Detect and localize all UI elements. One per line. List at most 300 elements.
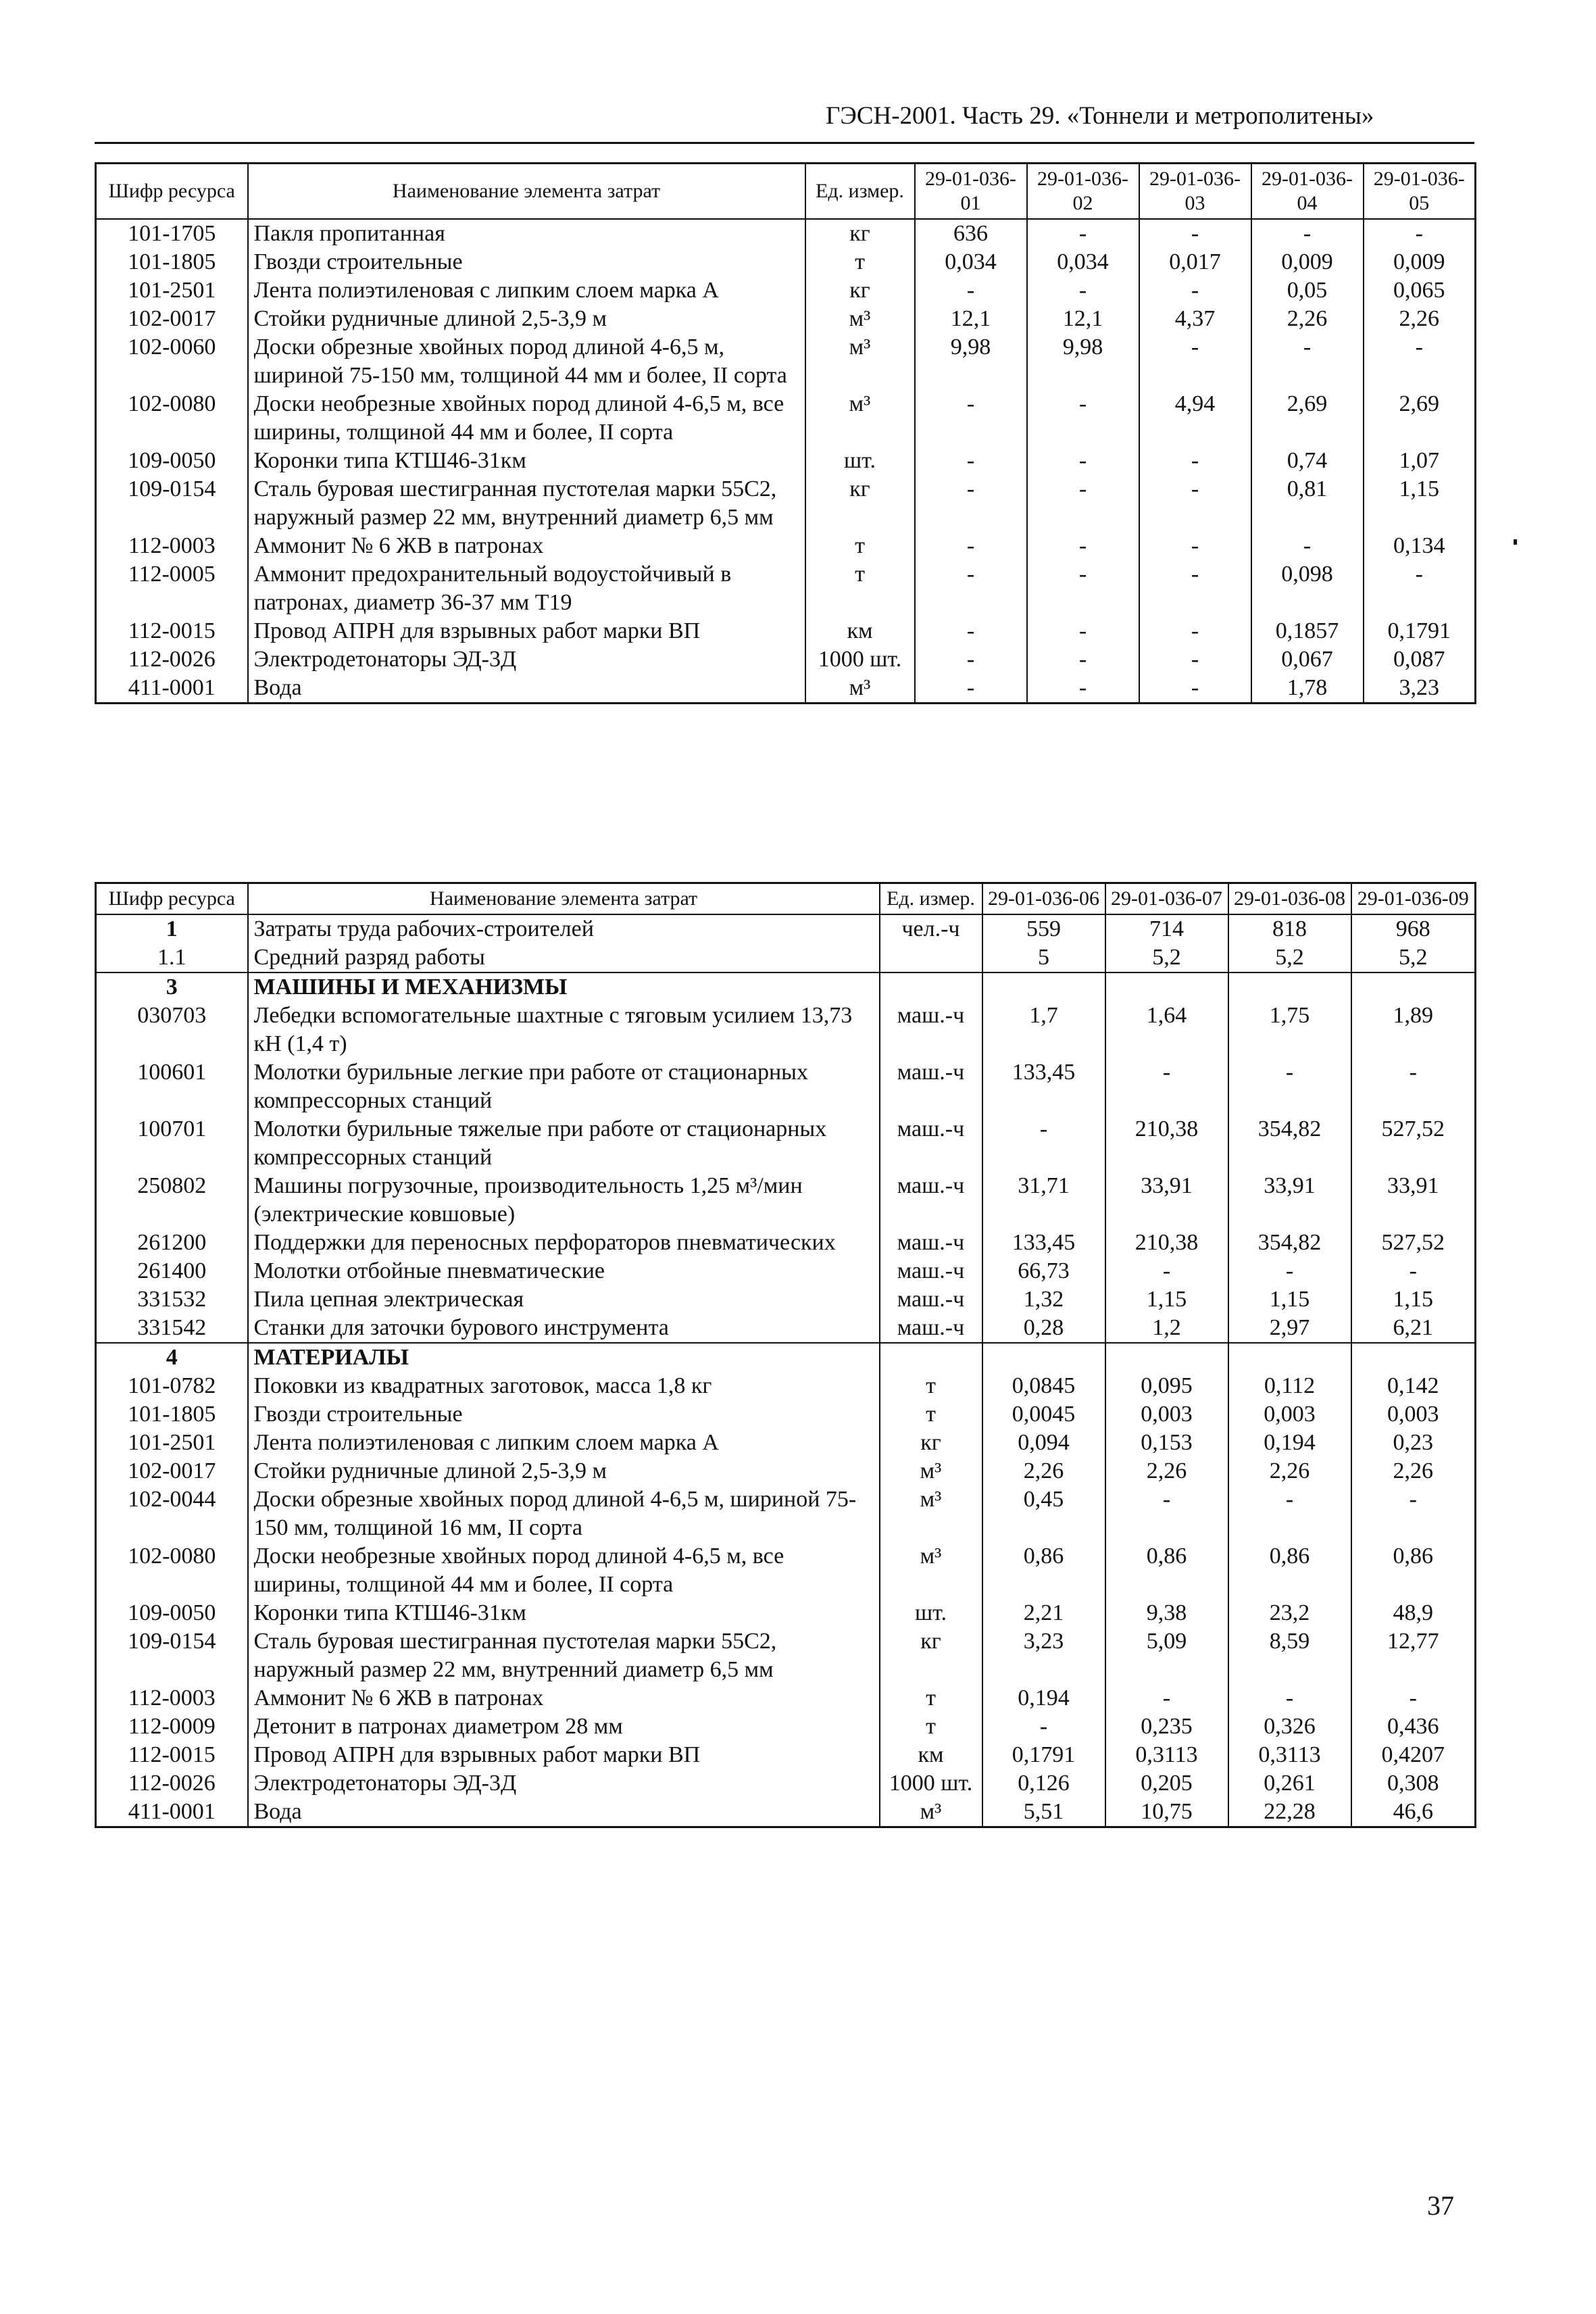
cost-element-name: Поддержки для переносных перфораторов пневматических [248, 1229, 880, 1257]
norm-value: - [1027, 532, 1139, 560]
cost-element-name: Затраты труда рабочих-строителей [248, 914, 880, 943]
resource-code: 102-0080 [96, 1542, 248, 1599]
norm-value: 9,38 [1105, 1599, 1228, 1627]
resource-code: 102-0017 [96, 305, 248, 333]
cost-element-name: Стойки рудничные длиной 2,5-3,9 м [248, 305, 805, 333]
resource-code: 112-0015 [96, 617, 248, 645]
cost-element-name: Провод АПРН для взрывных работ марки ВП [248, 1741, 880, 1769]
cost-element-name: Гвозди строительные [248, 248, 805, 276]
table-row [96, 1372, 1476, 1400]
header-name: Наименование элемента затрат [248, 883, 880, 915]
norm-value: - [915, 560, 1027, 617]
norm-value: 1,15 [1351, 1285, 1476, 1314]
norm-value: 0,009 [1251, 248, 1364, 276]
norm-value: 2,26 [982, 1457, 1105, 1485]
norm-value: - [915, 645, 1027, 674]
norm-value: 12,1 [1027, 305, 1139, 333]
norm-value: - [915, 475, 1027, 532]
resource-table-2 [95, 882, 1476, 1828]
table-row [96, 248, 1476, 276]
norm-value: 354,82 [1228, 1229, 1351, 1257]
unit-of-measure: м³ [880, 1485, 982, 1542]
unit-of-measure: маш.-ч [880, 1257, 982, 1285]
norm-value: 5,2 [1105, 943, 1228, 973]
norm-value [982, 973, 1105, 1002]
cost-element-name: Молотки бурильные тяжелые при работе от стационарных компрессорных станций [248, 1115, 880, 1172]
norm-value: 0,86 [1105, 1542, 1228, 1599]
norm-value: 0,326 [1228, 1713, 1351, 1741]
resource-code: 331542 [96, 1314, 248, 1343]
norm-value: - [915, 674, 1027, 704]
unit-of-measure: чел.-ч [880, 914, 982, 943]
norm-value: 0,003 [1351, 1400, 1476, 1429]
cost-element-name: Коронки типа КТШ46-31км [248, 447, 805, 475]
resource-code: 112-0005 [96, 560, 248, 617]
norm-value: 22,28 [1228, 1798, 1351, 1827]
unit-of-measure: кг [805, 219, 915, 248]
table-row [96, 617, 1476, 645]
norm-value [1228, 973, 1351, 1002]
unit-of-measure: т [880, 1372, 982, 1400]
norm-value: 2,69 [1364, 390, 1476, 447]
norm-value: - [1027, 475, 1139, 532]
norm-value: 9,98 [915, 333, 1027, 390]
unit-of-measure: м³ [805, 674, 915, 704]
resource-code: 101-2501 [96, 276, 248, 305]
cost-element-name: Детонит в патронах диаметром 28 мм [248, 1713, 880, 1741]
norm-value: - [1139, 219, 1251, 248]
unit-of-measure: кг [880, 1429, 982, 1457]
table-2-body [96, 914, 1476, 1827]
norm-value: 0,126 [982, 1769, 1105, 1798]
header-unit: Ед. измер. [880, 883, 982, 915]
cost-element-name: Аммонит № 6 ЖВ в патронах [248, 532, 805, 560]
norm-value: - [1364, 219, 1476, 248]
unit-of-measure: т [805, 248, 915, 276]
norm-value: 0,86 [1228, 1542, 1351, 1599]
norm-value: - [1139, 447, 1251, 475]
unit-of-measure: т [805, 560, 915, 617]
norm-value: 0,05 [1251, 276, 1364, 305]
norm-value: 0,28 [982, 1314, 1105, 1343]
table-row [96, 475, 1476, 532]
norm-value: 2,26 [1105, 1457, 1228, 1485]
table-row [96, 1002, 1476, 1058]
resource-code: 101-1705 [96, 219, 248, 248]
resource-code: 109-0154 [96, 475, 248, 532]
norm-value: 4,37 [1139, 305, 1251, 333]
norm-value: 527,52 [1351, 1229, 1476, 1257]
norm-value: 5,51 [982, 1798, 1105, 1827]
header-col-8: 29-01-036-08 [1228, 883, 1351, 915]
table-row [96, 1769, 1476, 1798]
unit-of-measure: маш.-ч [880, 1229, 982, 1257]
cost-element-name: Молотки бурильные легкие при работе от стационарных компрессорных станций [248, 1058, 880, 1115]
norm-value: - [1364, 560, 1476, 617]
norm-value: 1,64 [1105, 1002, 1228, 1058]
resource-code: 250802 [96, 1172, 248, 1229]
table-row [96, 1457, 1476, 1485]
norm-value: 818 [1228, 914, 1351, 943]
norm-value: 5,2 [1351, 943, 1476, 973]
norm-value: - [1139, 333, 1251, 390]
norm-value: 2,21 [982, 1599, 1105, 1627]
cost-element-name: Пила цепная электрическая [248, 1285, 880, 1314]
norm-value: 0,095 [1105, 1372, 1228, 1400]
table-row [96, 1400, 1476, 1429]
norm-value: 527,52 [1351, 1115, 1476, 1172]
norm-value: - [1351, 1257, 1476, 1285]
table-row [96, 1257, 1476, 1285]
norm-value: - [1105, 1058, 1228, 1115]
norm-value: 0,235 [1105, 1713, 1228, 1741]
header-col-4: 29-01-036-04 [1251, 164, 1364, 220]
cost-element-name: Средний разряд работы [248, 943, 880, 973]
norm-value: - [1351, 1058, 1476, 1115]
cost-element-name: Аммонит № 6 ЖВ в патронах [248, 1684, 880, 1713]
norm-value: 0,0045 [982, 1400, 1105, 1429]
norm-value: 33,91 [1351, 1172, 1476, 1229]
norm-value: 0,81 [1251, 475, 1364, 532]
norm-value: - [915, 532, 1027, 560]
resource-code: 100701 [96, 1115, 248, 1172]
norm-value: 33,91 [1105, 1172, 1228, 1229]
norm-value: - [915, 390, 1027, 447]
resource-code: 112-0026 [96, 1769, 248, 1798]
table-2-header-row [96, 883, 1476, 915]
resource-code: 030703 [96, 1002, 248, 1058]
norm-value: 31,71 [982, 1172, 1105, 1229]
norm-value [1228, 1343, 1351, 1372]
norm-value: 10,75 [1105, 1798, 1228, 1827]
norm-value: - [915, 617, 1027, 645]
resource-code: 411-0001 [96, 674, 248, 704]
norm-value: 0,86 [1351, 1542, 1476, 1599]
norm-value: 0,1857 [1251, 617, 1364, 645]
cost-element-name: Станки для заточки бурового инструмента [248, 1314, 880, 1343]
table-row [96, 674, 1476, 704]
cost-element-name: Сталь буровая шестигранная пустотелая марки 55С2, наружный размер 22 мм, внутренний диаметр 6,5 мм [248, 475, 805, 532]
resource-code: 102-0044 [96, 1485, 248, 1542]
header-name: Наименование элемента затрат [248, 164, 805, 220]
norm-value: 2,69 [1251, 390, 1364, 447]
norm-value: 23,2 [1228, 1599, 1351, 1627]
norm-value: 8,59 [1228, 1627, 1351, 1684]
norm-value: 2,97 [1228, 1314, 1351, 1343]
norm-value: - [1228, 1257, 1351, 1285]
norm-value: - [1351, 1485, 1476, 1542]
header-col-6: 29-01-036-06 [982, 883, 1105, 915]
norm-value: 9,98 [1027, 333, 1139, 390]
norm-value [1105, 1343, 1228, 1372]
header-col-7: 29-01-036-07 [1105, 883, 1228, 915]
page-header-title: ГЭСН-2001. Часть 29. «Тоннели и метрополитены» [826, 102, 1374, 130]
norm-value: 210,38 [1105, 1229, 1228, 1257]
scan-speck [1514, 539, 1517, 545]
table-row [96, 1684, 1476, 1713]
cost-element-name: Доски необрезные хвойных пород длиной 4-6,5 м, все ширины, толщиной 44 мм и более, II сорта [248, 390, 805, 447]
resource-code: 112-0003 [96, 532, 248, 560]
norm-value: 2,26 [1251, 305, 1364, 333]
norm-value: 0,003 [1105, 1400, 1228, 1429]
resource-code: 1 [96, 914, 248, 943]
unit-of-measure [880, 943, 982, 973]
resource-code: 112-0009 [96, 1713, 248, 1741]
unit-of-measure: маш.-ч [880, 1314, 982, 1343]
norm-value: 2,26 [1228, 1457, 1351, 1485]
table-row [96, 1115, 1476, 1172]
header-col-2: 29-01-036-02 [1027, 164, 1139, 220]
unit-of-measure: м³ [880, 1542, 982, 1599]
header-code: Шифр ресурса [96, 164, 248, 220]
norm-value: 48,9 [1351, 1599, 1476, 1627]
norm-value: 0,067 [1251, 645, 1364, 674]
resource-code: 1.1 [96, 943, 248, 973]
norm-value: 0,4207 [1351, 1741, 1476, 1769]
norm-value: 1,15 [1364, 475, 1476, 532]
norm-value: - [1027, 447, 1139, 475]
norm-value: 1,7 [982, 1002, 1105, 1058]
resource-code: 102-0080 [96, 390, 248, 447]
resource-code: 112-0015 [96, 1741, 248, 1769]
norm-value: 714 [1105, 914, 1228, 943]
norm-value: - [1251, 219, 1364, 248]
cost-element-name: Провод АПРН для взрывных работ марки ВП [248, 617, 805, 645]
unit-of-measure [880, 1343, 982, 1372]
norm-value: - [1139, 560, 1251, 617]
unit-of-measure: т [880, 1400, 982, 1429]
norm-value: 133,45 [982, 1229, 1105, 1257]
table-row [96, 1229, 1476, 1257]
norm-value: 133,45 [982, 1058, 1105, 1115]
unit-of-measure: км [805, 617, 915, 645]
table-row [96, 1542, 1476, 1599]
table-row [96, 276, 1476, 305]
unit-of-measure: кг [805, 276, 915, 305]
norm-value: - [982, 1115, 1105, 1172]
norm-value: 2,26 [1351, 1457, 1476, 1485]
resource-code: 411-0001 [96, 1798, 248, 1827]
header-col-5: 29-01-036-05 [1364, 164, 1476, 220]
norm-value: - [1351, 1684, 1476, 1713]
resource-code: 4 [96, 1343, 248, 1372]
cost-element-name: Машины погрузочные, производительность 1,25 м³/мин (электрические ковшовые) [248, 1172, 880, 1229]
norm-value: - [982, 1713, 1105, 1741]
table-1-body [96, 219, 1476, 704]
resource-code: 3 [96, 973, 248, 1002]
norm-value: - [1364, 333, 1476, 390]
norm-value: 0,1791 [1364, 617, 1476, 645]
norm-value [1351, 973, 1476, 1002]
resource-code: 102-0060 [96, 333, 248, 390]
resource-code: 112-0026 [96, 645, 248, 674]
resource-code: 102-0017 [96, 1457, 248, 1485]
unit-of-measure: 1000 шт. [805, 645, 915, 674]
norm-value: - [1228, 1684, 1351, 1713]
table-row [96, 1599, 1476, 1627]
resource-code: 112-0003 [96, 1684, 248, 1713]
resource-code: 101-1805 [96, 248, 248, 276]
norm-value: 0,1791 [982, 1741, 1105, 1769]
norm-value: 559 [982, 914, 1105, 943]
norm-value: - [1139, 475, 1251, 532]
unit-of-measure: кг [805, 475, 915, 532]
norm-value: 0,194 [1228, 1429, 1351, 1457]
norm-value: 0,0845 [982, 1372, 1105, 1400]
norm-value: 0,034 [915, 248, 1027, 276]
norm-value: 0,034 [1027, 248, 1139, 276]
cost-element-name: МАТЕРИАЛЫ [248, 1343, 880, 1372]
norm-value: 0,112 [1228, 1372, 1351, 1400]
table-row [96, 973, 1476, 1002]
resource-code: 101-0782 [96, 1372, 248, 1400]
norm-value: - [915, 276, 1027, 305]
norm-value: - [1027, 617, 1139, 645]
norm-value: 12,1 [915, 305, 1027, 333]
norm-value: - [1228, 1485, 1351, 1542]
unit-of-measure: т [805, 532, 915, 560]
norm-value: - [1105, 1257, 1228, 1285]
norm-value: - [1027, 645, 1139, 674]
unit-of-measure: м³ [805, 305, 915, 333]
norm-value: 0,153 [1105, 1429, 1228, 1457]
unit-of-measure [880, 973, 982, 1002]
cost-element-name: Вода [248, 674, 805, 704]
table-row [96, 1741, 1476, 1769]
norm-value: 0,065 [1364, 276, 1476, 305]
table-row [96, 1285, 1476, 1314]
norm-value: - [1139, 645, 1251, 674]
cost-element-name: Вода [248, 1798, 880, 1827]
norm-value: 0,134 [1364, 532, 1476, 560]
resource-code: 109-0154 [96, 1627, 248, 1684]
page-number: 37 [1427, 2190, 1454, 2221]
norm-value [1105, 973, 1228, 1002]
unit-of-measure: кг [880, 1627, 982, 1684]
norm-value: 210,38 [1105, 1115, 1228, 1172]
unit-of-measure: маш.-ч [880, 1002, 982, 1058]
header-col-1: 29-01-036-01 [915, 164, 1027, 220]
resource-code: 100601 [96, 1058, 248, 1115]
norm-value: - [1105, 1684, 1228, 1713]
unit-of-measure: маш.-ч [880, 1058, 982, 1115]
unit-of-measure: 1000 шт. [880, 1769, 982, 1798]
table-row [96, 1314, 1476, 1343]
norm-value: - [1139, 674, 1251, 704]
cost-element-name: Лента полиэтиленовая с липким слоем марка А [248, 276, 805, 305]
cost-element-name: Доски обрезные хвойных пород длиной 4-6,5 м, шириной 75-150 мм, толщиной 44 мм и более, II сорта [248, 333, 805, 390]
header-rule [95, 142, 1474, 144]
norm-value: 1,32 [982, 1285, 1105, 1314]
norm-value: 1,89 [1351, 1002, 1476, 1058]
norm-value: 5,2 [1228, 943, 1351, 973]
cost-element-name: Сталь буровая шестигранная пустотелая марки 55С2, наружный размер 22 мм, внутренний диаметр 6,5 мм [248, 1627, 880, 1684]
norm-value: 0,3113 [1228, 1741, 1351, 1769]
norm-value: - [1027, 674, 1139, 704]
unit-of-measure: шт. [880, 1599, 982, 1627]
cost-element-name: Поковки из квадратных заготовок, масса 1,8 кг [248, 1372, 880, 1400]
norm-value: 0,194 [982, 1684, 1105, 1713]
norm-value: 0,308 [1351, 1769, 1476, 1798]
cost-element-name: Доски обрезные хвойных пород длиной 4-6,5 м, шириной 75-150 мм, толщиной 16 мм, II сорта [248, 1485, 880, 1542]
norm-value: 1,2 [1105, 1314, 1228, 1343]
norm-value: 33,91 [1228, 1172, 1351, 1229]
table-row [96, 333, 1476, 390]
norm-value: 0,094 [982, 1429, 1105, 1457]
norm-value: - [915, 447, 1027, 475]
header-col-9: 29-01-036-09 [1351, 883, 1476, 915]
table-row [96, 1343, 1476, 1372]
norm-value: 968 [1351, 914, 1476, 943]
resource-code: 101-2501 [96, 1429, 248, 1457]
unit-of-measure: м³ [805, 390, 915, 447]
norm-value: 0,017 [1139, 248, 1251, 276]
norm-value: - [1139, 617, 1251, 645]
norm-value: 66,73 [982, 1257, 1105, 1285]
table-row [96, 390, 1476, 447]
norm-value: 3,23 [1364, 674, 1476, 704]
unit-of-measure: т [880, 1684, 982, 1713]
table-row [96, 1627, 1476, 1684]
unit-of-measure: маш.-ч [880, 1285, 982, 1314]
unit-of-measure: т [880, 1713, 982, 1741]
norm-value: 0,23 [1351, 1429, 1476, 1457]
norm-value: 0,003 [1228, 1400, 1351, 1429]
resource-code: 109-0050 [96, 1599, 248, 1627]
norm-value: 0,087 [1364, 645, 1476, 674]
cost-element-name: Коронки типа КТШ46-31км [248, 1599, 880, 1627]
norm-value: 0,098 [1251, 560, 1364, 617]
norm-value: 3,23 [982, 1627, 1105, 1684]
table-row [96, 1713, 1476, 1741]
norm-value: 0,45 [982, 1485, 1105, 1542]
norm-value: 0,205 [1105, 1769, 1228, 1798]
norm-value: 6,21 [1351, 1314, 1476, 1343]
cost-element-name: Доски необрезные хвойных пород длиной 4-6,5 м, все ширины, толщиной 44 мм и более, II сорта [248, 1542, 880, 1599]
unit-of-measure: м³ [805, 333, 915, 390]
norm-value: - [1228, 1058, 1351, 1115]
table-row [96, 560, 1476, 617]
table-row [96, 447, 1476, 475]
norm-value: 12,77 [1351, 1627, 1476, 1684]
norm-value: - [1251, 333, 1364, 390]
table-row [96, 1058, 1476, 1115]
norm-value: - [1139, 276, 1251, 305]
norm-value [982, 1343, 1105, 1372]
norm-value: 0,436 [1351, 1713, 1476, 1741]
unit-of-measure: маш.-ч [880, 1172, 982, 1229]
norm-value: 5 [982, 943, 1105, 973]
unit-of-measure: м³ [880, 1457, 982, 1485]
norm-value: - [1105, 1485, 1228, 1542]
norm-value: 0,261 [1228, 1769, 1351, 1798]
cost-element-name: Пакля пропитанная [248, 219, 805, 248]
norm-value: 2,26 [1364, 305, 1476, 333]
resource-code: 261200 [96, 1229, 248, 1257]
resource-code: 261400 [96, 1257, 248, 1285]
cost-element-name: Аммонит предохранительный водоустойчивый в патронах, диаметр 36-37 мм Т19 [248, 560, 805, 617]
resource-code: 109-0050 [96, 447, 248, 475]
table-row [96, 532, 1476, 560]
norm-value: 46,6 [1351, 1798, 1476, 1827]
cost-element-name: Молотки отбойные пневматические [248, 1257, 880, 1285]
table-row [96, 914, 1476, 943]
cost-element-name: Лента полиэтиленовая с липким слоем марка А [248, 1429, 880, 1457]
cost-element-name: Электродетонаторы ЭД-3Д [248, 645, 805, 674]
unit-of-measure: м³ [880, 1798, 982, 1827]
norm-value: 1,15 [1105, 1285, 1228, 1314]
norm-value: - [1251, 532, 1364, 560]
